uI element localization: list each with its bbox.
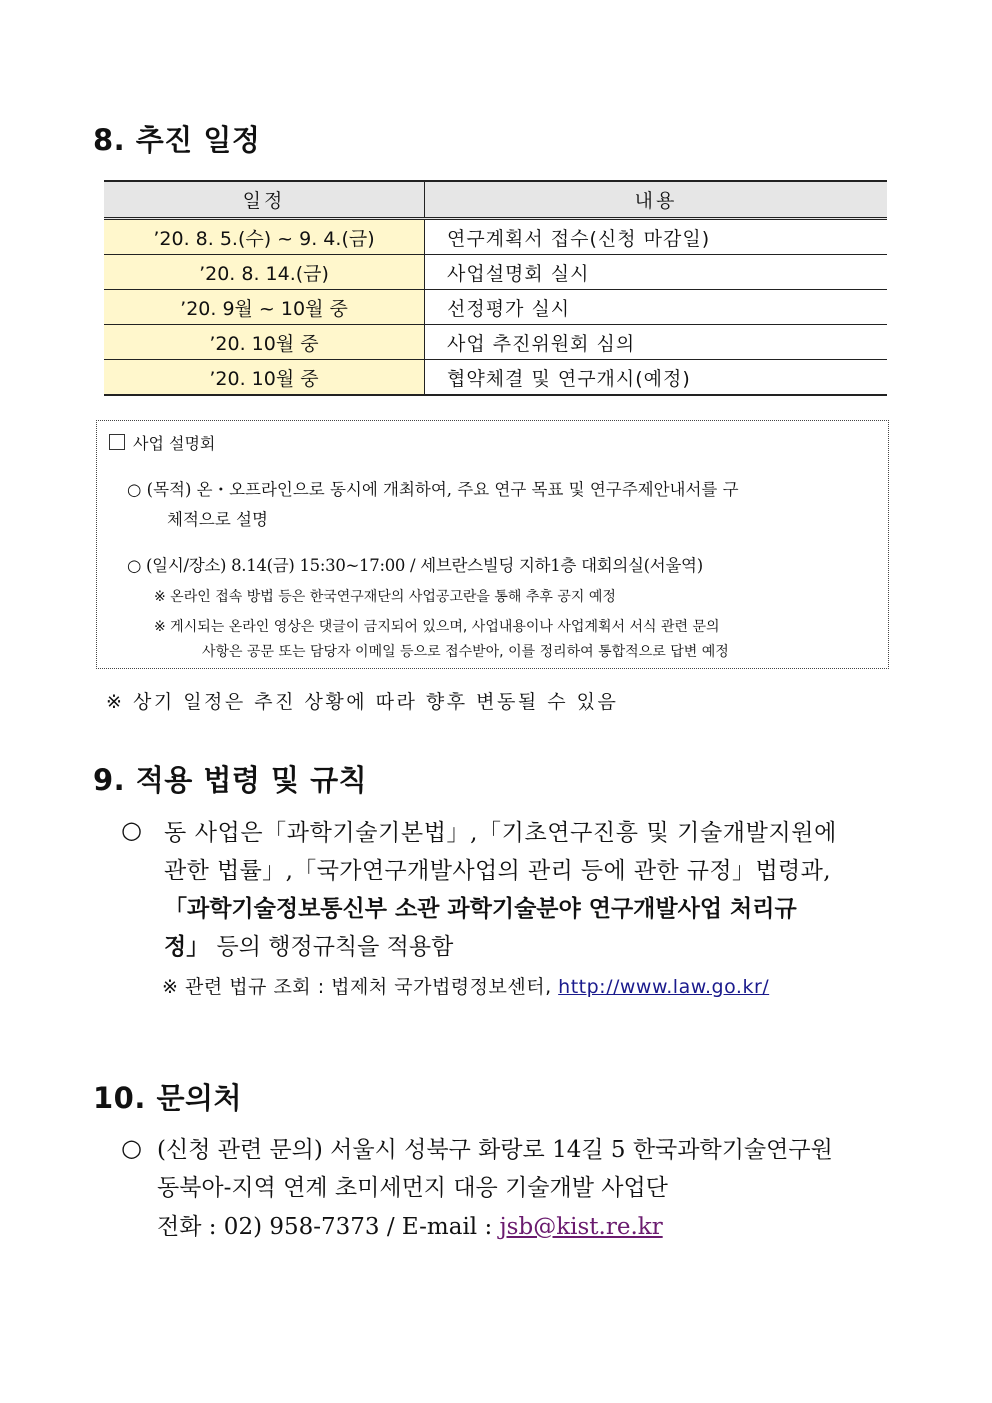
table-row xyxy=(104,219,887,255)
schedule-table xyxy=(104,180,887,396)
section-9-title: 9. 적용 법령 및 규칙 xyxy=(93,763,368,797)
briefing-note-2-line1: ※ 게시되는 온라인 영상은 댓글이 금지되어 있으며, 사업내용이나 사업계획서 서식 관련 문의 xyxy=(154,619,720,635)
header-date: 일정 xyxy=(104,181,425,219)
laws-line-4-bold: 정」 xyxy=(164,933,210,960)
laws-line-4 xyxy=(164,928,453,961)
briefing-purpose-line1: ○ (목적) 온・오프라인으로 동시에 개최하여, 주요 연구 목표 및 연구주제안내서를 구 xyxy=(127,480,739,499)
table-row xyxy=(104,255,887,290)
contact-email-link[interactable]: jsb@kist.re.kr xyxy=(499,1214,663,1240)
row-content: 연구계획서 접수(신청 마감일) xyxy=(425,219,888,255)
row-content: 사업 추진위원회 심의 xyxy=(425,325,888,360)
header-content: 내용 xyxy=(425,181,888,219)
contact-line-2: 동북아-지역 연계 초미세먼지 대응 기술개발 사업단 xyxy=(157,1175,668,1201)
table-header-row xyxy=(104,181,887,219)
row-content: 선정평가 실시 xyxy=(425,290,888,325)
laws-line-1: 동 사업은「과학기술기본법」,「기초연구진흥 및 기술개발지원에 xyxy=(164,820,837,846)
schedule-change-note: ※ 상기 일정은 추진 상황에 따라 향후 변동될 수 있음 xyxy=(106,691,619,713)
briefing-note-2-line2: 사항은 공문 또는 담당자 이메일 등으로 접수받아, 이를 정리하여 통합적으로 답변 예정 xyxy=(202,644,729,660)
bullet-icon: ○ xyxy=(121,1134,142,1162)
laws-line-4-rest: 등의 행정규칙을 적용함 xyxy=(209,934,454,960)
table-row xyxy=(104,325,887,360)
table-row xyxy=(104,360,887,396)
row-date: ’20. 8. 5.(수) ~ 9. 4.(금) xyxy=(104,219,425,255)
section-10-title: 10. 문의처 xyxy=(93,1081,243,1115)
law-reference-text: ※ 관련 법규 조회 : 법제처 국가법령정보센터, xyxy=(162,976,559,998)
row-content: 협약체결 및 연구개시(예정) xyxy=(425,360,888,396)
law-reference-row xyxy=(162,972,769,999)
briefing-note-1: ※ 온라인 접속 방법 등은 한국연구재단의 사업공고란을 통해 추후 공지 예정 xyxy=(154,589,616,605)
row-date: ’20. 8. 14.(금) xyxy=(104,255,425,290)
contact-phone: 전화 : 02) 958-7373 / E-mail : xyxy=(157,1214,500,1240)
row-date: ’20. 10월 중 xyxy=(104,360,425,396)
bullet-icon: ○ xyxy=(121,816,142,844)
row-date: ’20. 9월 ~ 10월 중 xyxy=(104,290,425,325)
briefing-purpose-line2: 체적으로 설명 xyxy=(167,510,268,529)
row-content: 사업설명회 실시 xyxy=(425,255,888,290)
checkbox-square-icon xyxy=(109,434,125,450)
briefing-schedule: ○ (일시/장소) 8.14(금) 15:30~17:00 / 세브란스빌딩 지하1층 대회의실(서울역) xyxy=(127,556,703,575)
laws-line-3: 「과학기술정보통신부 소관 과학기술분야 연구개발사업 처리규 xyxy=(164,895,797,922)
briefing-heading-row xyxy=(109,431,215,454)
briefing-heading: 사업 설명회 xyxy=(133,434,216,453)
table-row xyxy=(104,290,887,325)
law-site-link[interactable]: http://www.law.go.kr/ xyxy=(558,976,770,998)
section-8-title: 8. 추진 일정 xyxy=(93,123,261,157)
row-date: ’20. 10월 중 xyxy=(104,325,425,360)
laws-line-2: 관한 법률」,「국가연구개발사업의 관리 등에 관한 규정」법령과, xyxy=(164,858,832,884)
contact-line-3 xyxy=(157,1208,663,1241)
contact-line-1: (신청 관련 문의) 서울시 성북구 화랑로 14길 5 한국과학기술연구원 xyxy=(157,1137,833,1163)
briefing-info-box xyxy=(96,420,889,669)
